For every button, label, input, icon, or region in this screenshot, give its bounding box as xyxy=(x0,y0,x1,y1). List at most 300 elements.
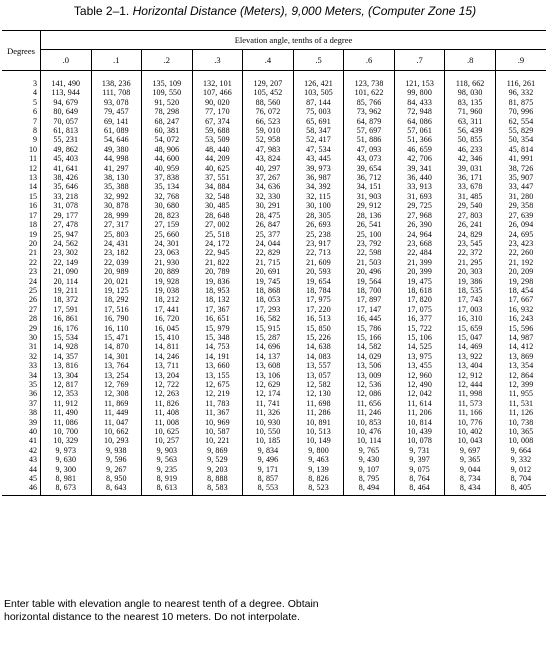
distance-cell: 10, 329 xyxy=(53,436,79,446)
distance-cell: 25, 803 xyxy=(91,230,142,239)
distance-table xyxy=(2,30,546,496)
distance-cell: 27, 478 xyxy=(53,220,79,230)
distance-cell: 14, 811 xyxy=(142,342,193,351)
distance-cell: 90, 020 xyxy=(192,98,243,107)
table-row xyxy=(2,342,546,351)
table-row xyxy=(2,201,546,210)
distance-cell: 33, 913 xyxy=(394,182,445,191)
distance-cell: 36, 712 xyxy=(344,173,395,182)
distance-cell: 13, 922 xyxy=(445,352,496,361)
distance-cell: 9, 697 xyxy=(445,446,496,455)
distance-cell: 13, 354 xyxy=(495,361,546,370)
distance-cell: 12, 042 xyxy=(394,389,445,398)
distance-cell: 101, 622 xyxy=(344,88,395,97)
distance-cell: 13, 106 xyxy=(243,371,294,380)
distance-cell: 58, 347 xyxy=(293,126,344,135)
distance-cell: 141, 490 xyxy=(51,79,81,88)
distance-cell: 52, 958 xyxy=(243,135,294,144)
distance-cell: 10, 008 xyxy=(495,436,546,445)
distance-cell: 11, 741 xyxy=(243,399,294,408)
distance-cell: 29, 358 xyxy=(495,201,546,210)
column-header: .0 xyxy=(41,50,92,71)
distance-cell: 50, 855 xyxy=(445,135,496,144)
distance-cell: 9, 463 xyxy=(293,455,344,464)
distance-cell: 9, 529 xyxy=(192,455,243,464)
table-row xyxy=(2,107,546,116)
distance-cell: 68, 247 xyxy=(142,117,193,126)
table-row xyxy=(2,182,546,191)
distance-cell: 15, 850 xyxy=(293,324,344,333)
distance-cell: 45, 403 xyxy=(53,154,79,164)
distance-cell: 21, 090 xyxy=(53,267,79,277)
distance-cell: 18, 618 xyxy=(394,286,445,295)
distance-cell: 20, 889 xyxy=(142,267,193,276)
distance-cell: 138, 236 xyxy=(91,79,142,88)
degree-cell: 5 xyxy=(2,98,41,107)
distance-cell: 43, 445 xyxy=(293,154,344,163)
distance-cell: 70, 057 xyxy=(53,116,79,126)
table-row xyxy=(2,192,546,201)
degree-cell: 12 xyxy=(2,164,41,173)
table-row xyxy=(2,220,546,229)
distance-cell: 11, 912 xyxy=(53,398,78,408)
distance-cell: 12, 130 xyxy=(293,389,344,398)
distance-cell: 11, 166 xyxy=(445,408,496,417)
distance-cell: 61, 089 xyxy=(91,126,142,135)
distance-cell: 19, 475 xyxy=(394,277,445,286)
distance-cell: 31, 903 xyxy=(344,192,395,201)
distance-cell: 8, 553 xyxy=(243,483,294,495)
table-row xyxy=(2,286,546,295)
distance-cell: 22, 598 xyxy=(344,248,395,257)
distance-cell: 10, 513 xyxy=(293,427,344,436)
column-header: .5 xyxy=(293,50,344,71)
distance-cell: 23, 063 xyxy=(142,248,193,257)
distance-cell: 14, 753 xyxy=(192,342,243,351)
distance-cell: 17, 441 xyxy=(142,305,193,314)
table-row xyxy=(2,305,546,314)
degree-cell: 10 xyxy=(2,145,41,154)
table-row xyxy=(2,361,546,370)
distance-cell: 59, 010 xyxy=(243,126,294,135)
distance-cell: 8, 826 xyxy=(293,474,344,483)
degree-cell: 13 xyxy=(2,173,41,182)
distance-cell: 11, 086 xyxy=(53,417,78,427)
distance-cell: 76, 072 xyxy=(243,107,294,116)
degree-cell: 3 xyxy=(2,79,41,88)
distance-cell: 32, 768 xyxy=(142,192,193,201)
distance-cell: 10, 891 xyxy=(293,418,344,427)
distance-cell: 39, 654 xyxy=(344,164,395,173)
distance-cell: 9, 332 xyxy=(495,455,546,464)
distance-cell: 55, 231 xyxy=(53,135,79,145)
distance-cell: 14, 412 xyxy=(495,342,546,351)
distance-cell: 46, 659 xyxy=(394,145,445,154)
distance-cell: 14, 870 xyxy=(91,342,142,351)
distance-cell: 8, 464 xyxy=(394,483,445,495)
distance-cell: 121, 153 xyxy=(394,79,445,88)
distance-cell: 8, 405 xyxy=(495,483,546,495)
distance-cell: 16, 720 xyxy=(142,314,193,323)
distance-cell: 85, 766 xyxy=(344,98,395,107)
distance-cell: 24, 301 xyxy=(142,239,193,248)
distance-cell: 20, 114 xyxy=(53,276,78,286)
distance-cell: 16, 310 xyxy=(445,314,496,323)
distance-cell: 9, 171 xyxy=(243,465,294,474)
distance-cell: 9, 012 xyxy=(495,465,546,474)
distance-cell: 19, 928 xyxy=(142,277,193,286)
distance-cell: 50, 354 xyxy=(495,135,546,144)
degree-cell: 9 xyxy=(2,135,41,144)
distance-cell: 13, 975 xyxy=(394,352,445,361)
distance-cell: 47, 983 xyxy=(243,145,294,154)
distance-cell: 109, 550 xyxy=(142,88,193,97)
degree-cell: 19 xyxy=(2,230,41,239)
table-row xyxy=(2,314,546,323)
distance-cell: 9, 563 xyxy=(142,455,193,464)
distance-cell: 34, 392 xyxy=(293,182,344,191)
distance-cell: 26, 847 xyxy=(243,220,294,229)
distance-cell: 13, 608 xyxy=(243,361,294,370)
distance-cell: 10, 738 xyxy=(495,418,546,427)
distance-cell: 22, 713 xyxy=(293,248,344,257)
distance-cell: 65, 691 xyxy=(293,117,344,126)
distance-cell: 16, 045 xyxy=(142,324,193,333)
distance-cell: 12, 219 xyxy=(192,389,243,398)
distance-cell: 64, 879 xyxy=(344,117,395,126)
degree-cell: 32 xyxy=(2,352,41,361)
distance-cell: 18, 212 xyxy=(142,295,193,304)
distance-cell: 9, 430 xyxy=(344,455,395,464)
distance-cell: 49, 380 xyxy=(91,145,142,154)
distance-cell: 17, 075 xyxy=(394,305,445,314)
distance-cell: 27, 317 xyxy=(91,220,142,229)
distance-cell: 22, 829 xyxy=(243,248,294,257)
distance-cell: 24, 431 xyxy=(91,239,142,248)
distance-cell: 32, 115 xyxy=(293,192,344,201)
distance-cell: 9, 044 xyxy=(445,465,496,474)
distance-cell: 11, 614 xyxy=(394,399,445,408)
distance-cell: 129, 207 xyxy=(243,79,294,88)
degree-cell: 11 xyxy=(2,154,41,163)
distance-cell: 9, 235 xyxy=(142,465,193,474)
distance-cell: 15, 596 xyxy=(495,324,546,333)
table-row xyxy=(2,79,546,88)
distance-cell: 13, 557 xyxy=(293,361,344,370)
degree-cell: 45 xyxy=(2,474,41,483)
distance-cell: 26, 390 xyxy=(394,220,445,229)
distance-cell: 9, 300 xyxy=(55,464,77,474)
distance-cell: 9, 397 xyxy=(394,455,445,464)
distance-cell: 20, 399 xyxy=(394,267,445,276)
distance-cell: 18, 868 xyxy=(243,286,294,295)
distance-cell: 12, 399 xyxy=(495,380,546,389)
distance-cell: 39, 031 xyxy=(445,164,496,173)
distance-cell: 11, 955 xyxy=(495,389,546,398)
distance-cell: 8, 583 xyxy=(192,483,243,495)
distance-cell: 47, 534 xyxy=(293,145,344,154)
table-row xyxy=(2,333,546,342)
degree-cell: 37 xyxy=(2,399,41,408)
degree-cell: 6 xyxy=(2,107,41,116)
distance-cell: 18, 953 xyxy=(192,286,243,295)
elevation-header: Elevation angle, tenths of a degree xyxy=(41,31,547,50)
distance-cell: 16, 176 xyxy=(53,323,79,333)
distance-cell: 123, 738 xyxy=(344,79,395,88)
distance-cell: 64, 086 xyxy=(394,117,445,126)
distance-cell: 11, 326 xyxy=(243,408,294,417)
distance-cell: 116, 261 xyxy=(495,79,546,88)
distance-cell: 48, 906 xyxy=(142,145,193,154)
distance-cell: 13, 404 xyxy=(445,361,496,370)
distance-cell: 18, 372 xyxy=(53,295,79,305)
table-label: Table 2–1. xyxy=(73,4,130,18)
distance-cell: 16, 110 xyxy=(91,324,142,333)
distance-cell: 32, 548 xyxy=(192,192,243,201)
distance-cell: 14, 469 xyxy=(445,342,496,351)
distance-cell: 43, 073 xyxy=(344,154,395,163)
distance-cell: 9, 664 xyxy=(495,446,546,455)
distance-cell: 29, 912 xyxy=(344,201,395,210)
distance-cell: 11, 367 xyxy=(192,408,243,417)
distance-cell: 31, 280 xyxy=(495,192,546,201)
distance-cell: 11, 206 xyxy=(394,408,445,417)
table-row xyxy=(2,380,546,389)
distance-cell: 44, 209 xyxy=(192,154,243,163)
degree-cell: 33 xyxy=(2,361,41,370)
distance-cell: 91, 520 xyxy=(142,98,193,107)
distance-cell: 28, 999 xyxy=(91,211,142,220)
distance-cell: 14, 582 xyxy=(344,342,395,351)
distance-cell: 56, 439 xyxy=(445,126,496,135)
distance-cell: 21, 609 xyxy=(293,258,344,267)
distance-cell: 12, 353 xyxy=(53,389,79,399)
distance-cell: 19, 298 xyxy=(495,277,546,286)
distance-cell: 13, 009 xyxy=(344,371,395,380)
table-row xyxy=(2,211,546,220)
distance-cell: 46, 233 xyxy=(445,145,496,154)
distance-cell: 15, 348 xyxy=(192,333,243,342)
distance-cell: 49, 862 xyxy=(53,144,79,154)
table-row xyxy=(2,277,546,286)
distance-cell: 18, 784 xyxy=(293,286,344,295)
distance-cell: 24, 829 xyxy=(445,230,496,239)
distance-cell: 14, 928 xyxy=(53,342,79,352)
distance-cell: 12, 582 xyxy=(293,380,344,389)
distance-cell: 54, 646 xyxy=(91,135,142,144)
distance-cell: 10, 439 xyxy=(394,427,445,436)
distance-cell: 11, 531 xyxy=(495,399,546,408)
distance-cell: 8, 613 xyxy=(142,483,193,495)
distance-cell: 40, 959 xyxy=(142,164,193,173)
distance-cell: 9, 973 xyxy=(55,445,77,455)
distance-cell: 9, 903 xyxy=(142,446,193,455)
distance-cell: 36, 440 xyxy=(394,173,445,182)
distance-cell: 37, 551 xyxy=(192,173,243,182)
distance-cell: 12, 536 xyxy=(344,380,395,389)
distance-cell: 18, 053 xyxy=(243,295,294,304)
distance-cell: 14, 638 xyxy=(293,342,344,351)
distance-cell: 33, 678 xyxy=(445,182,496,191)
table-row xyxy=(2,248,546,257)
degree-cell: 31 xyxy=(2,342,41,351)
distance-cell: 8, 643 xyxy=(91,483,142,495)
distance-cell: 24, 964 xyxy=(394,230,445,239)
distance-cell: 26, 693 xyxy=(293,220,344,229)
distance-cell: 12, 722 xyxy=(142,380,193,389)
distance-cell: 17, 667 xyxy=(495,295,546,304)
distance-cell: 20, 691 xyxy=(243,267,294,276)
distance-cell: 80, 649 xyxy=(53,107,79,117)
table-row xyxy=(2,164,546,173)
table-description: Horizontal Distance (Meters), 9,000 Meters, (Computer Zone 15) xyxy=(132,4,477,18)
distance-cell: 28, 305 xyxy=(293,211,344,220)
distance-cell: 26, 541 xyxy=(344,220,395,229)
distance-cell: 71, 960 xyxy=(445,107,496,116)
table-row xyxy=(2,399,546,408)
distance-cell: 11, 698 xyxy=(293,399,344,408)
distance-cell: 8, 857 xyxy=(243,474,294,483)
distance-cell: 10, 814 xyxy=(394,418,445,427)
degree-cell: 17 xyxy=(2,211,41,220)
distance-cell: 8, 764 xyxy=(394,474,445,483)
distance-cell: 57, 697 xyxy=(344,126,395,135)
distance-cell: 13, 711 xyxy=(142,361,193,370)
distance-cell: 10, 930 xyxy=(243,418,294,427)
distance-cell: 14, 357 xyxy=(53,351,79,361)
distance-cell: 10, 853 xyxy=(344,418,395,427)
distance-cell: 28, 648 xyxy=(192,211,243,220)
distance-cell: 25, 100 xyxy=(344,230,395,239)
distance-cell: 15, 047 xyxy=(445,333,496,342)
distance-cell: 10, 293 xyxy=(91,436,142,445)
distance-cell: 14, 525 xyxy=(394,342,445,351)
distance-table-container xyxy=(2,30,546,496)
distance-cell: 28, 136 xyxy=(344,211,395,220)
distance-cell: 113, 944 xyxy=(51,88,81,98)
spacer-row xyxy=(2,71,546,80)
distance-cell: 25, 238 xyxy=(293,230,344,239)
distance-cell: 17, 220 xyxy=(293,305,344,314)
distance-cell: 8, 704 xyxy=(495,474,546,483)
distance-cell: 45, 814 xyxy=(495,145,546,154)
distance-cell: 19, 564 xyxy=(344,277,395,286)
degree-cell: 21 xyxy=(2,248,41,257)
distance-cell: 22, 484 xyxy=(394,248,445,257)
distance-cell: 96, 332 xyxy=(495,88,546,97)
distance-cell: 132, 101 xyxy=(192,79,243,88)
distance-cell: 11, 047 xyxy=(91,418,142,427)
table-row xyxy=(2,408,546,417)
distance-cell: 11, 783 xyxy=(192,399,243,408)
distance-cell: 12, 675 xyxy=(192,380,243,389)
distance-cell: 13, 764 xyxy=(91,361,142,370)
distance-cell: 10, 587 xyxy=(192,427,243,436)
table-row xyxy=(2,239,546,248)
degree-cell: 25 xyxy=(2,286,41,295)
distance-cell: 13, 304 xyxy=(53,370,79,380)
distance-cell: 9, 765 xyxy=(344,446,395,455)
column-header: .1 xyxy=(91,50,142,71)
distance-cell: 11, 008 xyxy=(142,418,193,427)
distance-cell: 9, 365 xyxy=(445,455,496,464)
distance-cell: 20, 989 xyxy=(91,267,142,276)
distance-cell: 16, 861 xyxy=(53,314,79,324)
distance-cell: 66, 523 xyxy=(243,117,294,126)
table-row xyxy=(2,474,546,483)
distance-cell: 9, 496 xyxy=(243,455,294,464)
distance-cell: 78, 298 xyxy=(142,107,193,116)
distance-cell: 35, 134 xyxy=(142,182,193,191)
distance-cell: 9, 938 xyxy=(91,446,142,455)
distance-cell: 25, 518 xyxy=(192,230,243,239)
distance-cell: 25, 947 xyxy=(53,229,79,239)
distance-cell: 13, 204 xyxy=(142,371,193,380)
distance-cell: 11, 826 xyxy=(142,399,193,408)
table-row xyxy=(2,436,546,445)
distance-cell: 53, 509 xyxy=(192,135,243,144)
degree-cell: 22 xyxy=(2,258,41,267)
distance-cell: 13, 057 xyxy=(293,371,344,380)
degree-cell: 36 xyxy=(2,389,41,398)
distance-cell: 43, 824 xyxy=(243,154,294,163)
distance-cell: 15, 534 xyxy=(53,332,79,342)
distance-cell: 19, 654 xyxy=(293,277,344,286)
distance-cell: 35, 907 xyxy=(495,173,546,182)
degree-cell: 30 xyxy=(2,333,41,342)
degrees-header: Degrees xyxy=(2,31,41,71)
distance-cell: 54, 072 xyxy=(142,135,193,144)
distance-cell: 62, 554 xyxy=(495,117,546,126)
distance-cell: 10, 625 xyxy=(142,427,193,436)
degree-cell: 28 xyxy=(2,314,41,323)
distance-cell: 27, 002 xyxy=(192,220,243,229)
column-header: .4 xyxy=(243,50,294,71)
table-row xyxy=(2,455,546,464)
distance-cell: 44, 998 xyxy=(91,154,142,163)
distance-cell: 14, 246 xyxy=(142,352,193,361)
distance-cell: 9, 630 xyxy=(55,455,77,465)
distance-cell: 17, 147 xyxy=(344,305,395,314)
distance-cell: 18, 700 xyxy=(344,286,395,295)
distance-cell: 31, 485 xyxy=(445,192,496,201)
distance-cell: 11, 490 xyxy=(53,408,78,418)
table-row xyxy=(2,295,546,304)
distance-cell: 41, 641 xyxy=(53,163,79,173)
table-row xyxy=(2,98,546,107)
distance-cell: 16, 651 xyxy=(192,314,243,323)
distance-cell: 11, 126 xyxy=(495,408,546,417)
distance-cell: 30, 485 xyxy=(192,201,243,210)
distance-cell: 15, 226 xyxy=(293,333,344,342)
distance-cell: 17, 975 xyxy=(293,295,344,304)
distance-cell: 10, 662 xyxy=(91,427,142,436)
distance-cell: 9, 107 xyxy=(344,465,395,474)
distance-cell: 88, 560 xyxy=(243,98,294,107)
distance-cell: 41, 297 xyxy=(91,164,142,173)
distance-cell: 48, 440 xyxy=(192,145,243,154)
distance-cell: 8, 494 xyxy=(344,483,395,495)
distance-cell: 9, 139 xyxy=(293,465,344,474)
distance-cell: 20, 593 xyxy=(293,267,344,276)
distance-cell: 59, 688 xyxy=(192,126,243,135)
distance-cell: 13, 869 xyxy=(495,352,546,361)
table-row xyxy=(2,267,546,276)
table-row xyxy=(2,389,546,398)
distance-cell: 51, 886 xyxy=(344,135,395,144)
distance-cell: 26, 094 xyxy=(495,220,546,229)
distance-cell: 16, 513 xyxy=(293,314,344,323)
